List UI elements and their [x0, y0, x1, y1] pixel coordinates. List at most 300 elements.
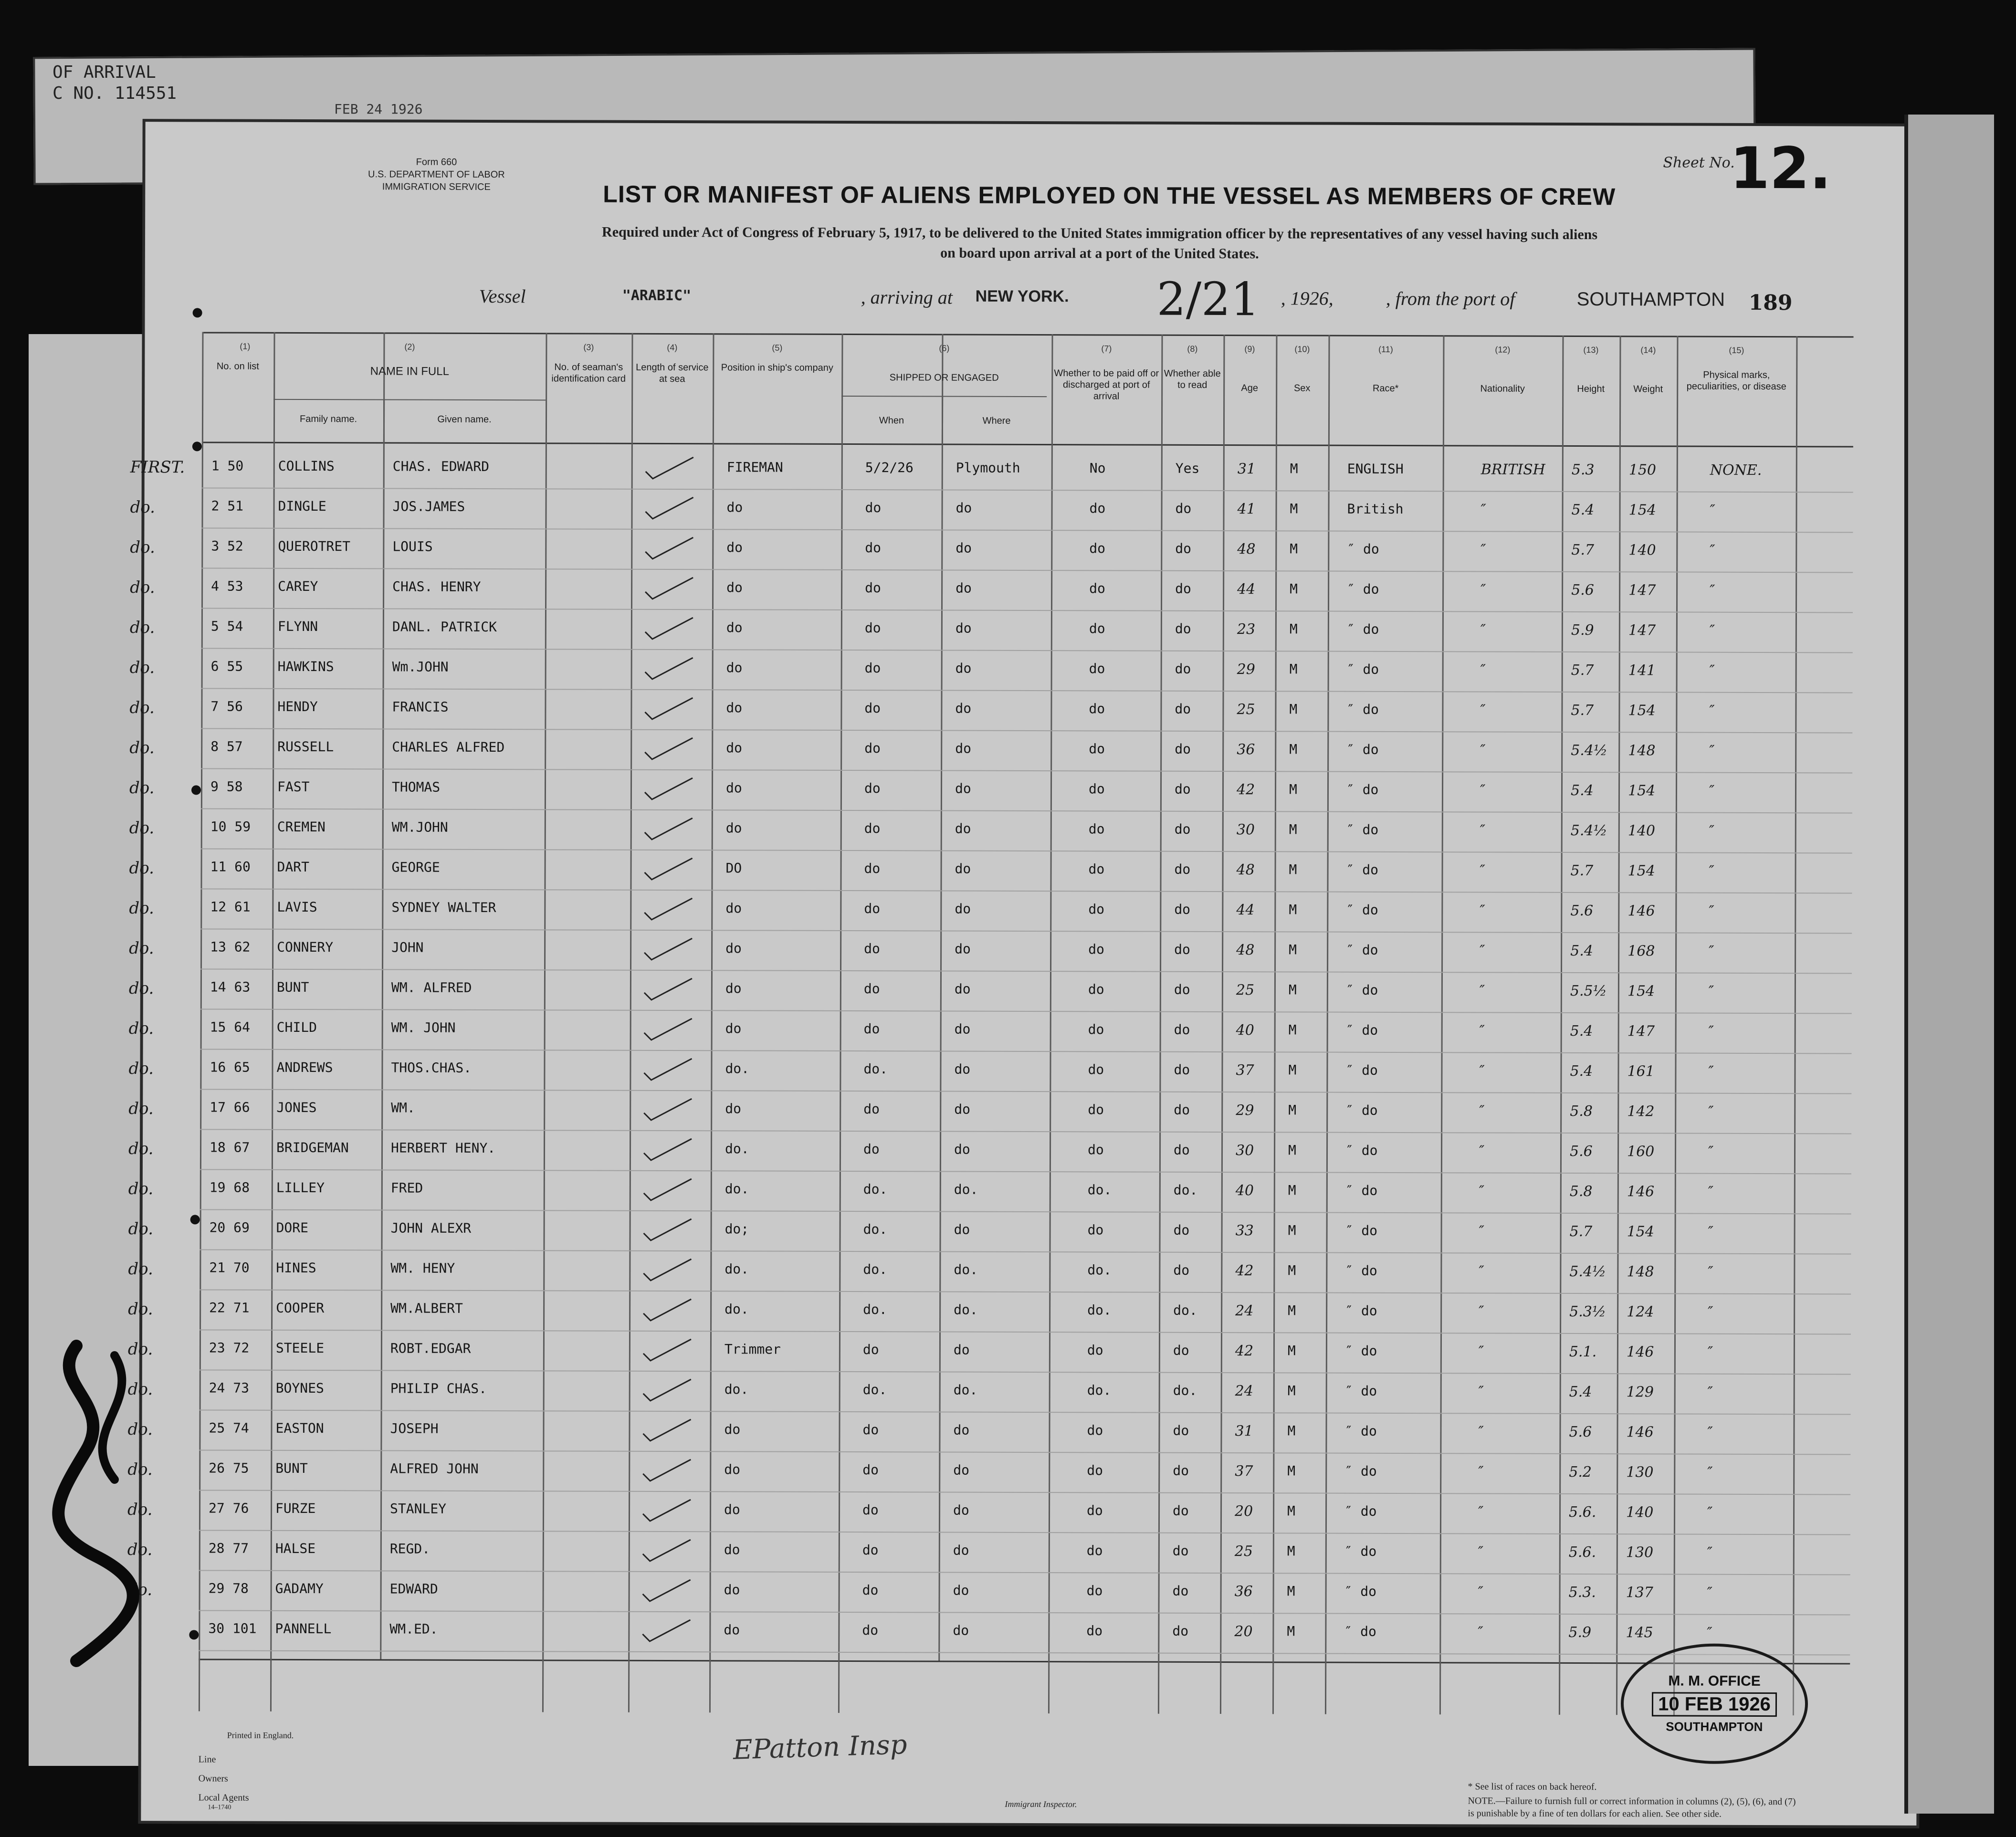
cell-paid: do [1088, 941, 1104, 957]
cell-marks: ″ [1709, 782, 1715, 799]
cell-height: 5.7 [1571, 702, 1594, 719]
table-row [127, 1413, 1850, 1456]
col6-header: SHIPPED OR ENGAGED [889, 372, 999, 383]
cell-nationality: ″ [1478, 1463, 1484, 1480]
cell-race: British [1347, 501, 1404, 517]
cell-family: LILLEY [276, 1179, 325, 1196]
cell-family: EASTON [275, 1420, 324, 1437]
cell-where: do. [954, 1181, 978, 1197]
name-sub-rule [273, 399, 546, 400]
check-mark-icon [639, 1334, 696, 1363]
cell-family: DART [277, 859, 310, 875]
margin-note: do. [128, 1019, 154, 1039]
cell-weight: 168 [1628, 943, 1655, 960]
stamp-date: 10 FEB 1926 [1652, 1692, 1777, 1717]
cell-race: ″ do [1347, 541, 1379, 557]
check-mark-icon [639, 1054, 696, 1082]
margin-note: do. [128, 1179, 154, 1199]
cell-no: 29 78 [208, 1580, 249, 1596]
cell-nationality: ″ [1479, 1102, 1485, 1120]
office-stamp [1621, 1643, 1808, 1764]
cell-family: FURZE [275, 1500, 316, 1517]
cell-sex: M [1290, 581, 1298, 597]
margin-note: do. [127, 1540, 153, 1560]
cell-age: 44 [1236, 902, 1255, 919]
cell-given: LOUIS [392, 538, 433, 555]
cell-given: STANLEY [390, 1501, 447, 1517]
cell-paid: do [1088, 821, 1105, 837]
cell-sex: M [1290, 501, 1298, 517]
cell-height: 5.4 [1570, 1022, 1593, 1040]
cell-when: do [862, 1422, 879, 1438]
cell-where: do [954, 1021, 971, 1037]
cell-nationality: ″ [1478, 1543, 1484, 1561]
cell-read: do [1174, 821, 1191, 837]
cell-read: do [1173, 1422, 1189, 1438]
table-top-rule [202, 332, 1854, 337]
cell-position: do. [724, 1261, 749, 1277]
cell-read: do [1173, 1462, 1189, 1479]
cell-age: 42 [1235, 1343, 1254, 1360]
cell-race: ENGLISH [1347, 461, 1404, 477]
cell-sex: M [1287, 1463, 1296, 1479]
margin-note: do. [128, 1099, 154, 1119]
cell-race: ″ do [1345, 1182, 1378, 1198]
col7-header: Whether to be paid off or discharged at port of arrival [1054, 368, 1159, 402]
cell-read: do [1172, 1583, 1189, 1599]
cell-sex: M [1288, 1302, 1296, 1319]
cell-when: do [864, 620, 881, 636]
cell-no: 30 101 [208, 1620, 257, 1637]
cell-race: ″ do [1344, 1423, 1377, 1439]
cell-race: ″ do [1345, 1222, 1378, 1239]
cell-where: do [955, 780, 971, 797]
note-line-2: is punishable by a fine of ten dollars for each alien. See other side. [1468, 1808, 1722, 1819]
cell-position: do [726, 740, 742, 756]
cell-position: do. [724, 1301, 749, 1317]
cell-family: DINGLE [278, 498, 326, 514]
cell-nationality: ″ [1480, 702, 1486, 719]
cell-where: do [956, 540, 972, 556]
cell-given: WM. JOHN [391, 1019, 456, 1036]
cell-marks: NONE. [1710, 462, 1762, 479]
margin-note: do. [129, 658, 155, 678]
cell-family: ANDREWS [276, 1059, 333, 1076]
check-mark-icon [640, 773, 697, 802]
cell-sex: M [1288, 1262, 1296, 1279]
margin-note: do. [127, 1380, 153, 1399]
cell-when: do [865, 500, 882, 516]
cell-where: do. [954, 1302, 978, 1318]
cell-nationality: ″ [1480, 822, 1486, 839]
table-row [127, 1574, 1850, 1616]
cell-paid: do. [1087, 1262, 1112, 1278]
cell-age: 33 [1235, 1222, 1254, 1239]
cell-sex: M [1288, 1102, 1297, 1118]
cell-height: 5.4 [1570, 782, 1594, 799]
cell-position: do [725, 940, 742, 956]
cell-marks: ″ [1709, 742, 1715, 759]
cell-sex: M [1288, 982, 1297, 998]
cell-height: 5.6 [1570, 902, 1594, 920]
cell-nationality: ″ [1478, 1624, 1483, 1641]
cell-paid: do [1088, 781, 1105, 797]
arrival-date: 2/21 [1156, 272, 1260, 326]
cell-paid: do [1089, 620, 1105, 637]
margin-note: do. [128, 1300, 153, 1319]
cell-sex: M [1289, 902, 1297, 918]
cell-given: ALFRED JOHN [390, 1460, 479, 1477]
margin-note: do. [128, 1139, 154, 1159]
cell-nationality: ″ [1480, 902, 1485, 919]
printed-in-label: Printed in England. [227, 1730, 294, 1740]
cell-height: 5.9 [1568, 1624, 1592, 1641]
cell-no: 14 63 [210, 979, 251, 995]
cell-given: PHILIP CHAS. [390, 1380, 487, 1397]
cell-family: LAVIS [277, 899, 317, 915]
cell-age: 48 [1236, 861, 1255, 879]
col13-header: Height [1577, 383, 1605, 395]
cell-when: do [864, 660, 881, 676]
cell-position: do [724, 1501, 740, 1518]
cell-read: do. [1173, 1382, 1197, 1398]
cell-paid: do [1087, 1342, 1103, 1358]
cell-race: ″ do [1344, 1583, 1377, 1599]
cell-no: 11 60 [210, 859, 251, 875]
check-mark-icon [638, 1615, 695, 1644]
margin-note: do. [129, 738, 155, 758]
cell-weight: 154 [1627, 983, 1655, 1000]
cell-position: do [724, 1582, 740, 1598]
cell-no: 10 59 [210, 819, 251, 835]
cell-height: 5.4½ [1570, 822, 1607, 840]
col7-number: (7) [1101, 344, 1112, 354]
table-row [129, 732, 1852, 774]
table-row [130, 491, 1853, 534]
margin-note: do. [127, 1340, 153, 1359]
col6-where-header: Where [982, 415, 1011, 426]
manifest-table [127, 332, 1854, 1715]
cell-position: do [725, 900, 742, 916]
cell-age: 48 [1236, 942, 1255, 959]
cell-race: ″ do [1346, 701, 1379, 717]
cell-read: do [1173, 1342, 1189, 1358]
shipped-sub-rule [841, 396, 1047, 397]
check-mark-icon [640, 573, 698, 601]
cell-race: ″ do [1344, 1623, 1376, 1639]
arriving-label: , arriving at [861, 286, 953, 308]
cell-height: 5.7 [1571, 661, 1594, 679]
cell-read: do [1175, 741, 1191, 757]
cell-marks: ″ [1707, 1464, 1713, 1481]
cell-where: do [954, 1221, 970, 1238]
cell-paid: No [1089, 460, 1106, 476]
cell-paid: do [1086, 1543, 1103, 1559]
cell-sex: M [1287, 1543, 1295, 1559]
table-row [128, 1213, 1851, 1255]
cell-nationality: ″ [1480, 581, 1486, 598]
col2-family-header: Family name. [299, 413, 357, 425]
margin-note: FIRST. [130, 458, 185, 477]
cell-paid: do [1088, 901, 1105, 917]
cell-weight: 140 [1628, 822, 1656, 840]
cell-family: BUNT [275, 1460, 308, 1477]
cell-when: do [864, 740, 881, 756]
cell-nationality: ″ [1479, 1022, 1485, 1039]
cell-weight: 161 [1627, 1063, 1655, 1080]
cell-where: do [955, 700, 972, 716]
cell-weight: 130 [1626, 1544, 1654, 1561]
from-port-label: , from the port of [1386, 287, 1515, 310]
cell-read: do [1175, 701, 1191, 717]
cell-sex: M [1290, 461, 1298, 477]
cell-when: do [865, 580, 881, 596]
cell-marks: ″ [1708, 1103, 1714, 1120]
cell-position: Trimmer [724, 1341, 781, 1357]
col14-header: Weight [1633, 384, 1663, 395]
cell-given: DANL. PATRICK [392, 619, 497, 635]
cell-no: 28 77 [208, 1540, 249, 1556]
col12-header: Nationality [1480, 383, 1525, 394]
cell-given: CHARLES ALFRED [392, 739, 505, 756]
cell-given: FRED [390, 1180, 423, 1196]
cell-paid: do [1089, 701, 1105, 717]
cell-race: ″ do [1344, 1543, 1377, 1559]
stamp-top-text: M. M. OFFICE [1668, 1673, 1761, 1690]
margin-note: do. [127, 1500, 153, 1520]
col14-number: (14) [1640, 345, 1656, 355]
cell-when: do [864, 861, 881, 877]
cell-height: 5.9 [1571, 621, 1594, 639]
cell-read: do. [1173, 1302, 1197, 1318]
cell-position: do [725, 1101, 742, 1117]
cell-marks: ″ [1707, 1624, 1712, 1641]
check-mark-icon [640, 733, 697, 762]
cell-age: 37 [1235, 1463, 1253, 1480]
vessel-line [346, 272, 1863, 326]
cell-no: 19 68 [209, 1179, 250, 1196]
cell-read: do [1173, 1502, 1189, 1519]
margin-note: do. [128, 1260, 153, 1279]
cell-height: 5.4½ [1569, 1263, 1606, 1281]
cell-no: 7 56 [210, 698, 243, 714]
cell-weight: 145 [1626, 1624, 1653, 1641]
cell-position: do [724, 1421, 741, 1438]
cell-height: 5.3. [1568, 1584, 1596, 1601]
cell-read: do [1174, 781, 1191, 797]
cell-weight: 140 [1628, 542, 1656, 559]
cell-family: JONES [276, 1099, 317, 1116]
binder-holes [184, 303, 207, 1687]
cell-given: CHAS. HENRY [392, 578, 481, 595]
cell-height: 5.6. [1568, 1543, 1596, 1561]
cell-age: 23 [1237, 621, 1256, 638]
col1-header: No. on list [216, 361, 259, 372]
check-mark-icon [639, 1214, 696, 1243]
document-title: LIST OR MANIFEST OF ALIENS EMPLOYED ON THE VESSEL AS MEMBERS OF CREW [603, 180, 1616, 210]
cell-nationality: BRITISH [1480, 461, 1545, 478]
cell-where: do [955, 660, 972, 676]
cell-height: 5.8 [1570, 1102, 1593, 1120]
cell-height: 5.4 [1570, 1062, 1593, 1080]
cell-nationality: ″ [1480, 501, 1486, 518]
cell-family: COOPER [276, 1300, 325, 1316]
cell-sex: M [1287, 1623, 1295, 1639]
cell-no: 25 74 [209, 1420, 249, 1436]
cell-read: do [1173, 1142, 1190, 1158]
cell-position: DO [725, 860, 742, 876]
cell-position: do; [724, 1221, 749, 1237]
cell-height: 5.7 [1571, 541, 1595, 559]
cell-position: do. [725, 1060, 750, 1077]
cell-position: do. [724, 1381, 749, 1397]
col9-number: (9) [1244, 344, 1255, 354]
subtitle-line-2: on board upon arrival at a port of the United States. [940, 245, 1259, 262]
cell-age: 29 [1237, 661, 1255, 678]
cell-read: do [1175, 620, 1191, 637]
check-mark-icon [638, 1575, 695, 1604]
cell-family: GADAMY [275, 1580, 324, 1597]
arrival-year: , 1926, [1281, 287, 1334, 309]
table-row [128, 1052, 1851, 1095]
check-mark-icon [639, 1375, 696, 1403]
cell-age: 44 [1237, 581, 1256, 598]
cell-no: 20 69 [209, 1219, 250, 1236]
margin-note: do. [130, 578, 155, 598]
col4-number: (4) [667, 342, 678, 353]
cell-nationality: ″ [1478, 1343, 1484, 1360]
cell-when: do [862, 1622, 879, 1638]
cell-height: 5.4½ [1571, 742, 1608, 759]
cell-given: WM. [391, 1100, 415, 1116]
table-bottom-rule [199, 1659, 1850, 1664]
cell-sex: M [1288, 1142, 1296, 1158]
cell-position: do [726, 660, 743, 676]
cell-marks: ″ [1708, 1183, 1714, 1200]
cell-nationality: ″ [1480, 942, 1485, 959]
table-row [128, 1092, 1851, 1135]
cell-sex: M [1289, 942, 1297, 958]
cell-where: do. [954, 1261, 978, 1278]
cell-where: Plymouth [956, 460, 1020, 476]
margin-scribble-icon [19, 1327, 172, 1690]
cell-where: do [956, 500, 972, 516]
cell-sex: M [1287, 1383, 1296, 1399]
cell-when: do. [863, 1181, 888, 1197]
sheet-right-edge [1904, 115, 1994, 1814]
cell-when: do [864, 901, 881, 917]
cell-given: THOS.CHAS. [391, 1060, 472, 1076]
cell-when: do [864, 780, 881, 797]
cell-given: WM.JOHN [391, 819, 448, 835]
cell-age: 36 [1237, 741, 1255, 758]
cell-height: 5.7 [1570, 862, 1594, 880]
cell-marks: ″ [1709, 622, 1715, 639]
cell-when: do. [863, 1302, 887, 1318]
col12-number: (12) [1495, 345, 1511, 355]
cell-no: 13 62 [210, 939, 251, 955]
cell-where: do [955, 740, 971, 756]
cell-sex: M [1289, 821, 1297, 838]
cell-when: do [864, 820, 881, 837]
cell-sex: M [1288, 1182, 1296, 1198]
cell-marks: ″ [1708, 1023, 1714, 1040]
margin-note: do. [129, 698, 155, 718]
check-mark-icon [640, 813, 697, 842]
table-row [128, 1133, 1851, 1175]
cell-family: BUNT [276, 979, 309, 996]
cell-marks: ″ [1707, 1384, 1713, 1401]
margin-note: do. [128, 979, 154, 998]
cell-marks: ″ [1710, 542, 1715, 559]
cell-age: 25 [1236, 982, 1255, 999]
cell-race: ″ do [1345, 982, 1378, 998]
cell-nationality: ″ [1480, 661, 1486, 679]
cell-when: do [862, 1502, 879, 1518]
cell-family: PANNELL [275, 1620, 332, 1637]
cell-nationality: ″ [1479, 982, 1485, 999]
cell-nationality: ″ [1478, 1423, 1484, 1440]
cell-given: WM. HENY [390, 1260, 455, 1276]
cell-no: 6 55 [210, 658, 243, 674]
cell-where: do. [953, 1382, 978, 1398]
department-name: U.S. DEPARTMENT OF LABOR [368, 169, 505, 180]
check-mark-icon [639, 1254, 696, 1283]
check-mark-icon [640, 653, 698, 682]
cell-race: ″ do [1346, 902, 1378, 918]
cell-paid: do [1088, 981, 1104, 997]
cell-given: ROBT.EDGAR [390, 1340, 471, 1356]
cell-nationality: ″ [1479, 1143, 1485, 1160]
from-port: SOUTHAMPTON [1576, 288, 1725, 310]
cell-position: do [724, 1542, 740, 1558]
cell-sex: M [1289, 741, 1298, 757]
cell-paid: do [1087, 1422, 1103, 1438]
cell-weight: 146 [1628, 903, 1655, 920]
cell-family: BRIDGEMAN [276, 1139, 349, 1156]
cell-sex: M [1289, 781, 1297, 798]
cell-weight: 129 [1626, 1384, 1654, 1401]
check-mark-icon [640, 613, 698, 641]
check-mark-icon [639, 1174, 696, 1203]
cell-family: FAST [277, 778, 310, 795]
margin-note: do. [129, 819, 155, 838]
check-mark-icon [640, 974, 697, 1002]
table-row [127, 1333, 1851, 1375]
cell-family: CHILD [276, 1019, 317, 1036]
cell-weight: 147 [1628, 582, 1656, 599]
cell-where: do [956, 580, 972, 596]
margin-note: do. [129, 939, 154, 958]
cell-race: ″ do [1345, 1062, 1378, 1078]
cell-given: WM.ALBERT [390, 1300, 463, 1316]
col3-header: No. of seaman's identification card [551, 362, 626, 384]
cell-family: HALSE [275, 1540, 316, 1557]
cell-given: JOSEPH [390, 1420, 439, 1437]
cell-where: do [954, 1101, 971, 1117]
cell-weight: 154 [1628, 502, 1656, 519]
cell-weight: 142 [1627, 1103, 1655, 1120]
col10-header: Sex [1293, 383, 1311, 394]
cell-sex: M [1287, 1423, 1296, 1439]
check-mark-icon [640, 1014, 697, 1042]
cell-age: 40 [1235, 1182, 1254, 1199]
cell-weight: 146 [1627, 1183, 1655, 1200]
cell-given: EDWARD [389, 1581, 438, 1597]
col6-number: (6) [939, 343, 950, 353]
table-row [128, 1173, 1851, 1215]
page-number: 189 [1748, 290, 1793, 315]
